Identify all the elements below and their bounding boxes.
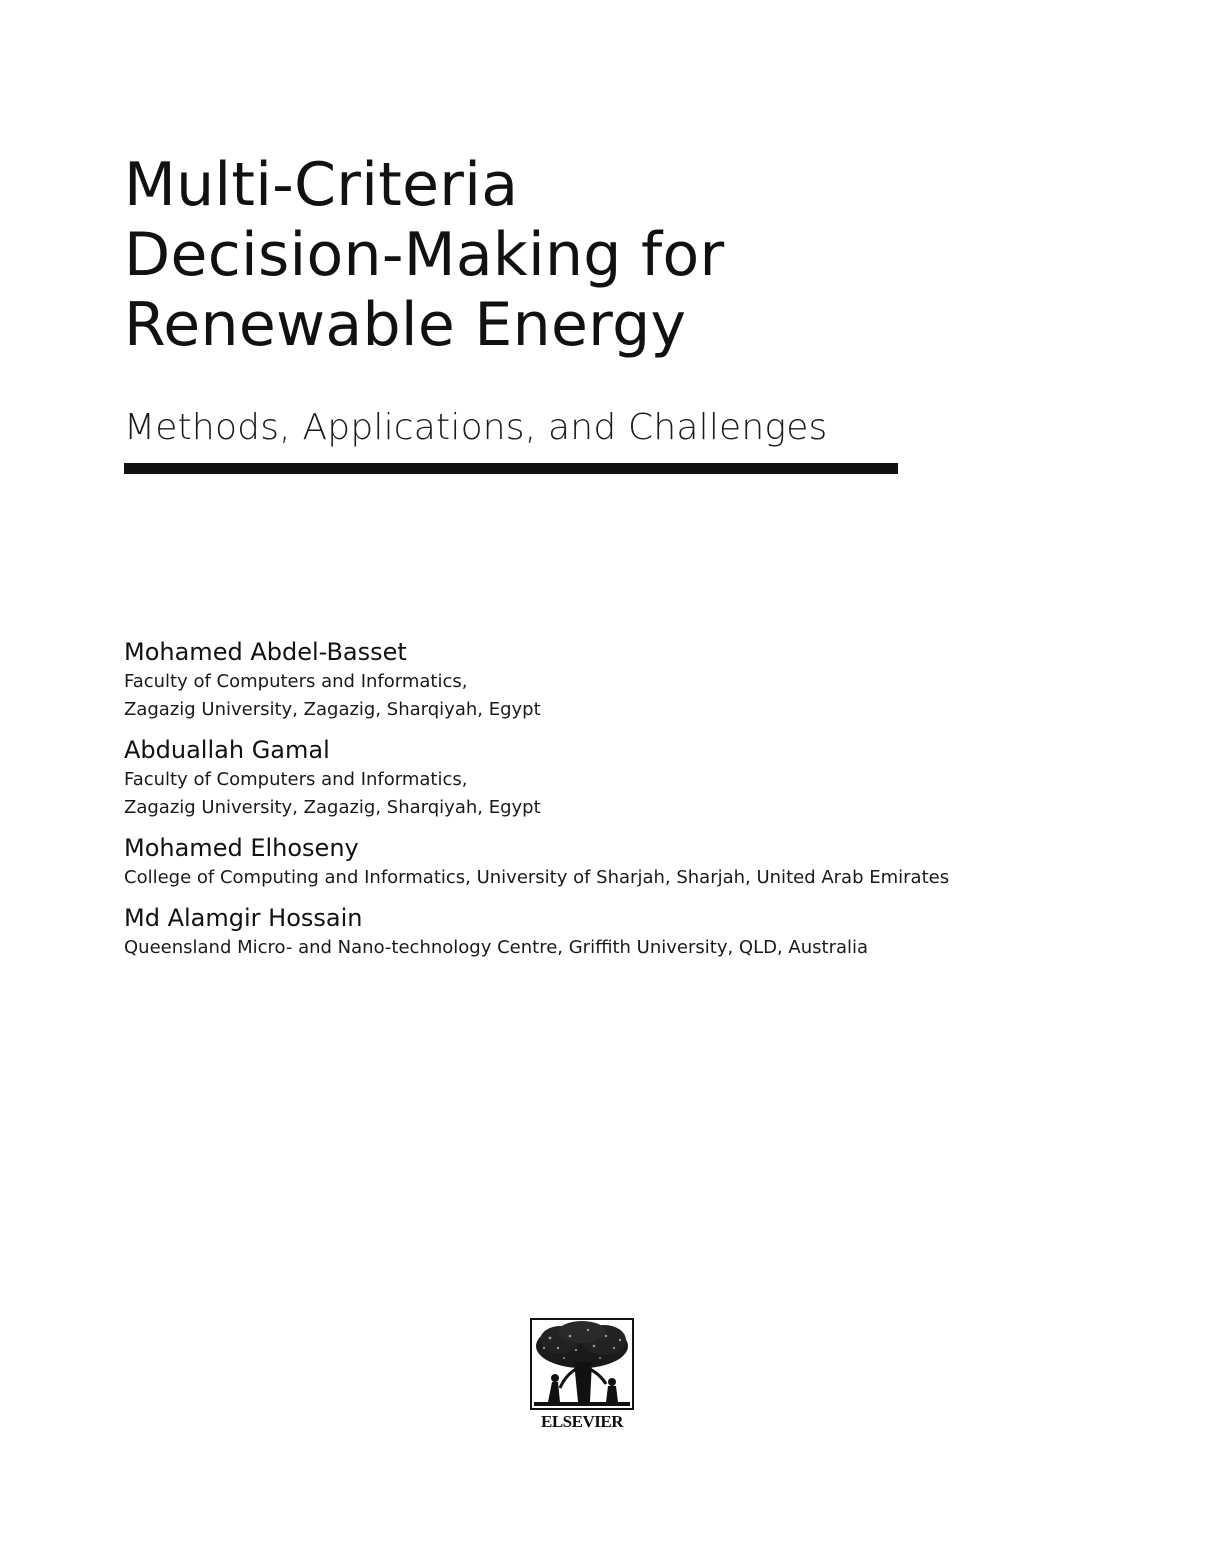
author-entry (124, 636, 1124, 724)
author-entry (124, 902, 1124, 962)
title-rule (124, 463, 898, 474)
author-affiliation: Faculty of Computers and Informatics, (124, 671, 468, 692)
author-name: Abduallah Gamal (124, 736, 330, 764)
author-name: Mohamed Elhoseny (124, 834, 359, 862)
author-affiliation: College of Computing and Informatics, University of Sharjah, Sharjah, United Arab Emirates (124, 867, 950, 888)
author-affiliation: Zagazig University, Zagazig, Sharqiyah, Egypt (124, 797, 541, 818)
title-line-2: Decision-Making for (124, 220, 725, 290)
title-line-1: Multi-Criteria (124, 150, 519, 220)
elsevier-tree-icon (530, 1318, 634, 1410)
author-list (124, 636, 1124, 972)
publisher-logo (530, 1318, 634, 1438)
title-line-3: Renewable Energy (124, 290, 687, 360)
author-affiliation: Queensland Micro- and Nano-technology Centre, Griffith University, QLD, Australia (124, 937, 869, 958)
author-entry (124, 832, 1124, 892)
author-name: Md Alamgir Hossain (124, 904, 363, 932)
author-affiliation: Faculty of Computers and Informatics, (124, 769, 468, 790)
author-name: Mohamed Abdel-Basset (124, 638, 407, 666)
book-title (124, 150, 1024, 360)
author-affiliation: Zagazig University, Zagazig, Sharqiyah, Egypt (124, 699, 541, 720)
publisher-name: ELSEVIER (541, 1412, 623, 1431)
author-entry (124, 734, 1124, 822)
book-subtitle: Methods, Applications, and Challenges (124, 407, 828, 448)
